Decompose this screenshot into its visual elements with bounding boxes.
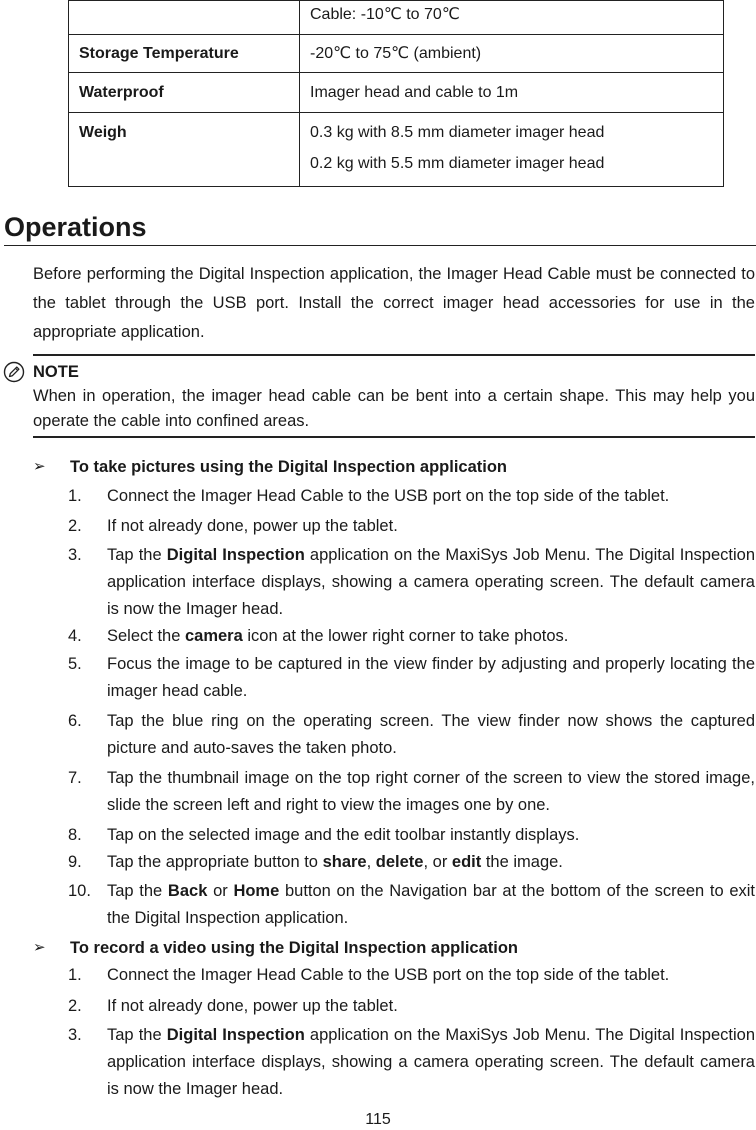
step-text-run: Tap the	[107, 546, 167, 564]
step-number: 5.	[68, 655, 82, 673]
step-text-run: button on the Navigation bar at the bottom of the screen to exit the Digital Inspection application.	[107, 882, 756, 927]
spec-value	[300, 113, 724, 187]
step-text	[107, 878, 755, 932]
section-heading: Operations	[4, 210, 756, 246]
step-text-bold: delete	[375, 853, 424, 871]
procedure-title: To take pictures using the Digital Inspection application	[70, 458, 508, 476]
step-text	[107, 542, 755, 623]
step-text-run: Connect the Imager Head Cable to the USB port on the top side of the tablet.	[107, 966, 670, 984]
note-title: NOTE	[33, 363, 79, 381]
step-number: 3.	[68, 546, 82, 564]
step-text	[107, 765, 755, 819]
spec-row	[69, 1, 724, 35]
step-text-run: , or	[423, 853, 452, 871]
step-text	[107, 651, 755, 705]
spec-value: Cable: -10℃ to 70℃	[300, 1, 724, 35]
step-text-run: icon at the lower right corner to take photos.	[242, 627, 569, 645]
step-text-run: Connect the Imager Head Cable to the USB port on the top side of the tablet.	[107, 487, 670, 505]
step-number: 3.	[68, 1026, 82, 1044]
spec-row	[69, 113, 724, 187]
step-number: 4.	[68, 627, 82, 645]
step-number: 2.	[68, 517, 82, 535]
step-text	[107, 623, 755, 650]
step-text-run: Tap the appropriate button to	[107, 853, 323, 871]
arrow-bullet-icon: ➢	[33, 939, 46, 956]
step-text-run: Select the	[107, 627, 185, 645]
spec-value-line: 0.3 kg with 8.5 mm diameter imager head	[310, 124, 605, 141]
step-text-bold: camera	[184, 627, 243, 645]
step-text-bold: Back	[167, 882, 208, 900]
step-text-bold: share	[322, 853, 367, 871]
step-number: 10.	[68, 882, 91, 900]
procedure-title: To record a video using the Digital Inspection application	[70, 939, 518, 957]
step-text	[107, 708, 755, 762]
step-text-run: If not already done, power up the tablet.	[107, 997, 398, 1015]
step-number: 2.	[68, 997, 82, 1015]
spec-key	[69, 1, 300, 35]
step-text-run: Tap the blue ring on the operating screen. The view finder now shows the captured picture and auto-saves the taken photo.	[107, 712, 755, 757]
intro-paragraph: Before performing the Digital Inspection application, the Imager Head Cable must be connected to the tablet through the USB port. Install the correct imager head accessories for use in the appropriate application.	[33, 265, 755, 341]
step-number: 1.	[68, 966, 82, 984]
step-number: 7.	[68, 769, 82, 787]
step-number: 6.	[68, 712, 82, 730]
arrow-bullet-icon: ➢	[33, 458, 46, 475]
page-number: 115	[365, 1111, 391, 1128]
step-text	[107, 962, 755, 989]
step-text-run: Tap the	[107, 882, 168, 900]
note-box	[33, 354, 755, 438]
spec-table	[68, 0, 724, 187]
spec-key: Waterproof	[69, 73, 300, 113]
spec-row	[69, 73, 724, 113]
step-text-run: Focus the image to be captured in the view finder by adjusting and properly locating the imager head cable.	[107, 655, 755, 700]
step-text-run: If not already done, power up the tablet.	[107, 517, 398, 535]
step-text-run: the image.	[481, 853, 563, 871]
pencil-icon	[3, 361, 25, 383]
spec-row	[69, 35, 724, 73]
step-number: 9.	[68, 853, 82, 871]
step-text-run: application on the MaxiSys Job Menu. The Digital Inspection application interface displays, showing a camera operating screen. The default camera is now the Imager head.	[107, 1026, 755, 1098]
procedure-heading	[33, 453, 755, 481]
spec-value: -20℃ to 75℃ (ambient)	[300, 35, 724, 73]
step-number: 8.	[68, 826, 82, 844]
step-text-bold: Digital Inspection	[166, 1026, 305, 1044]
step-text	[107, 513, 755, 540]
step-text	[107, 1022, 755, 1103]
step-text-bold: Home	[233, 882, 280, 900]
step-text-run: Tap the	[107, 1026, 167, 1044]
step-text-run: Tap on the selected image and the edit toolbar instantly displays.	[107, 826, 580, 844]
step-text-run: application on the MaxiSys Job Menu. The Digital Inspection application interface displays, showing a camera operating screen. The default camera is now the Imager head.	[107, 546, 755, 618]
step-number: 1.	[68, 487, 82, 505]
step-text-bold: Digital Inspection	[166, 546, 305, 564]
step-text-run: or	[207, 882, 234, 900]
spec-key: Storage Temperature	[69, 35, 300, 73]
step-text	[107, 849, 755, 876]
spec-key: Weigh	[69, 113, 300, 187]
note-text: When in operation, the imager head cable can be bent into a certain shape. This may help you operate the cable into confined areas.	[33, 387, 755, 430]
step-text-bold: edit	[451, 853, 482, 871]
procedure-heading	[33, 934, 755, 962]
step-text	[107, 822, 755, 849]
step-text	[107, 993, 755, 1020]
step-text	[107, 483, 755, 510]
step-text-run: ,	[366, 853, 376, 871]
spec-value: Imager head and cable to 1m	[300, 73, 724, 113]
step-text-run: Tap the thumbnail image on the top right corner of the screen to view the stored image, slide the screen left and right to view the images one by one.	[107, 769, 755, 814]
spec-value-line: 0.2 kg with 5.5 mm diameter imager head	[310, 155, 605, 172]
